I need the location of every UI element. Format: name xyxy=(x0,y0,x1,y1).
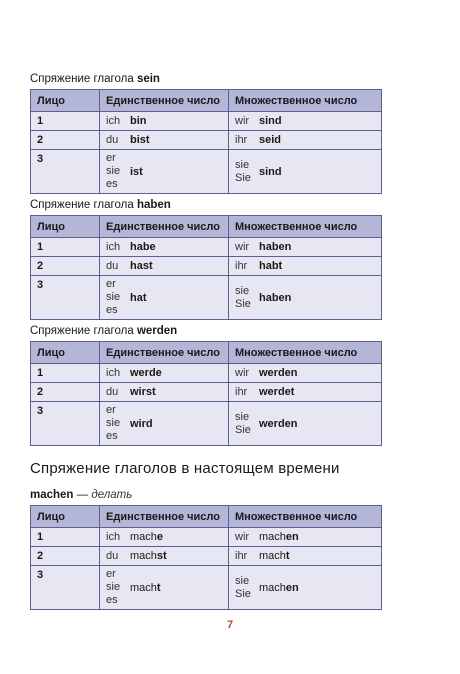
person-cell: 2 xyxy=(31,383,100,402)
header-plural: Множественное число xyxy=(229,90,382,112)
verb-form: seid xyxy=(259,134,282,146)
plural-cell xyxy=(229,364,382,383)
caption-text: Спряжение глагола xyxy=(30,199,134,211)
singular-cell xyxy=(100,528,229,547)
caption-sein xyxy=(30,73,160,85)
verb-ending: en xyxy=(285,581,299,594)
plural-cell xyxy=(229,131,382,150)
pronoun: Sie xyxy=(235,587,251,600)
verb-form: hast xyxy=(130,260,153,272)
person-cell: 2 xyxy=(31,131,100,150)
section-title: Спряжение глаголов в настоящем времени xyxy=(30,460,340,477)
header-singular: Единственное число xyxy=(100,506,229,528)
table-row xyxy=(31,257,382,276)
plural-cell xyxy=(229,547,382,566)
verb-form: bist xyxy=(130,134,150,146)
pronoun: wir xyxy=(235,115,250,127)
table-row xyxy=(31,566,382,610)
pronoun: ihr xyxy=(235,550,248,562)
pronoun: ich xyxy=(106,531,121,543)
person-cell: 2 xyxy=(31,257,100,276)
table-row xyxy=(31,150,382,194)
table-row xyxy=(31,364,382,383)
pronoun: ihr xyxy=(235,134,248,146)
caption-verb: sein xyxy=(136,73,160,85)
person-cell: 1 xyxy=(31,528,100,547)
singular-cell xyxy=(100,566,229,610)
header-person: Лицо xyxy=(31,506,100,528)
person-cell: 3 xyxy=(31,402,100,446)
pronoun: er xyxy=(106,152,116,164)
pronoun: er xyxy=(106,404,116,416)
verb-form: werde xyxy=(130,367,162,379)
verb-form: werden xyxy=(259,367,298,379)
plural-cell xyxy=(229,257,382,276)
verb-ending: e xyxy=(156,531,164,543)
caption-verb: werden xyxy=(136,325,178,337)
person-cell: 3 xyxy=(31,276,100,320)
table-row xyxy=(31,528,382,547)
pronoun: es xyxy=(106,178,118,190)
dash: — xyxy=(76,489,89,501)
header-singular: Единственное число xyxy=(100,216,229,238)
table-sein xyxy=(30,89,382,194)
verb-form: bin xyxy=(130,115,147,127)
verb-stem: mach xyxy=(259,531,286,543)
pronoun: sie xyxy=(235,574,250,587)
plural-cell xyxy=(229,238,382,257)
pronoun: wir xyxy=(235,241,250,253)
table-row xyxy=(31,112,382,131)
pronoun: sie xyxy=(106,581,121,593)
header-plural: Множественное число xyxy=(229,506,382,528)
table-werden xyxy=(30,341,382,446)
caption-verb: haben xyxy=(136,199,171,211)
singular-cell xyxy=(100,150,229,194)
header-singular: Единственное число xyxy=(100,90,229,112)
pronoun: du xyxy=(106,260,119,272)
table-row xyxy=(31,131,382,150)
plural-cell xyxy=(229,528,382,547)
plural-cell xyxy=(229,112,382,131)
verb-stem: mach xyxy=(259,550,286,562)
verb-form: sind xyxy=(259,165,282,178)
pronoun: sie xyxy=(235,410,250,423)
verb-stem: mach xyxy=(259,581,286,594)
pronoun: ihr xyxy=(235,260,248,272)
singular-cell xyxy=(100,238,229,257)
verb-form: habt xyxy=(259,260,283,272)
person-cell: 1 xyxy=(31,112,100,131)
verb-stem: mach xyxy=(130,581,157,594)
plural-cell xyxy=(229,566,382,610)
pronoun: sie xyxy=(106,291,121,303)
singular-cell xyxy=(100,276,229,320)
pronoun: ich xyxy=(106,367,121,379)
header-plural: Множественное число xyxy=(229,216,382,238)
verb-ending: t xyxy=(285,550,290,562)
pronoun: du xyxy=(106,550,119,562)
person-cell: 2 xyxy=(31,547,100,566)
plural-cell xyxy=(229,383,382,402)
caption-werden xyxy=(30,325,177,337)
caption-text: Спряжение глагола xyxy=(30,73,134,85)
pronoun: wir xyxy=(235,531,250,543)
person-cell: 1 xyxy=(31,364,100,383)
translation: делать xyxy=(91,489,133,501)
singular-cell xyxy=(100,402,229,446)
pronoun: sie xyxy=(235,284,250,297)
plural-cell xyxy=(229,276,382,320)
table-header-row xyxy=(31,90,382,112)
verb-stem: mach xyxy=(130,531,157,543)
header-person: Лицо xyxy=(31,342,100,364)
verb-line-machen xyxy=(30,489,132,501)
table-row xyxy=(31,402,382,446)
pronoun: er xyxy=(106,568,116,580)
verb-ending: st xyxy=(156,550,167,562)
table-row xyxy=(31,383,382,402)
verb-ending: t xyxy=(156,581,161,594)
verb-form: werden xyxy=(259,417,298,430)
pronoun: Sie xyxy=(235,423,251,436)
table-machen xyxy=(30,505,382,610)
singular-cell xyxy=(100,112,229,131)
plural-cell xyxy=(229,150,382,194)
verb-stem: mach xyxy=(130,550,157,562)
header-singular: Единственное число xyxy=(100,342,229,364)
singular-cell xyxy=(100,257,229,276)
verb-form: ist xyxy=(130,165,143,178)
pronoun: es xyxy=(106,430,118,442)
verb-ending: en xyxy=(285,531,299,543)
pronoun: sie xyxy=(106,165,121,177)
page-number: 7 xyxy=(226,619,234,631)
verb-form: sind xyxy=(259,115,282,127)
pronoun: er xyxy=(106,278,116,290)
pronoun: du xyxy=(106,386,119,398)
table-haben xyxy=(30,215,382,320)
caption-haben xyxy=(30,199,171,211)
caption-text: Спряжение глагола xyxy=(30,325,134,337)
verb-form: wird xyxy=(130,417,153,430)
person-cell: 1 xyxy=(31,238,100,257)
verb-form: haben xyxy=(259,291,292,304)
verb-form: habe xyxy=(130,241,156,253)
singular-cell xyxy=(100,383,229,402)
table-header-row xyxy=(31,216,382,238)
verb-form: haben xyxy=(259,241,292,253)
person-cell: 3 xyxy=(31,150,100,194)
pronoun: es xyxy=(106,304,118,316)
pronoun: sie xyxy=(106,417,121,429)
verb-infinitive: machen xyxy=(30,489,74,501)
verb-form: wirst xyxy=(130,386,156,398)
table-row xyxy=(31,276,382,320)
table-header-row xyxy=(31,342,382,364)
singular-cell xyxy=(100,364,229,383)
table-row xyxy=(31,547,382,566)
pronoun: es xyxy=(106,594,118,606)
person-cell: 3 xyxy=(31,566,100,610)
table-header-row xyxy=(31,506,382,528)
header-plural: Множественное число xyxy=(229,342,382,364)
table-row xyxy=(31,238,382,257)
pronoun: sie xyxy=(235,158,250,171)
pronoun: wir xyxy=(235,367,250,379)
singular-cell xyxy=(100,547,229,566)
pronoun: Sie xyxy=(235,171,251,184)
header-person: Лицо xyxy=(31,90,100,112)
pronoun: du xyxy=(106,134,119,146)
pronoun: ich xyxy=(106,115,121,127)
header-person: Лицо xyxy=(31,216,100,238)
plural-cell xyxy=(229,402,382,446)
pronoun: Sie xyxy=(235,297,251,310)
verb-form: werdet xyxy=(259,386,295,398)
pronoun: ihr xyxy=(235,386,248,398)
pronoun: ich xyxy=(106,241,121,253)
verb-form: hat xyxy=(130,291,147,304)
singular-cell xyxy=(100,131,229,150)
